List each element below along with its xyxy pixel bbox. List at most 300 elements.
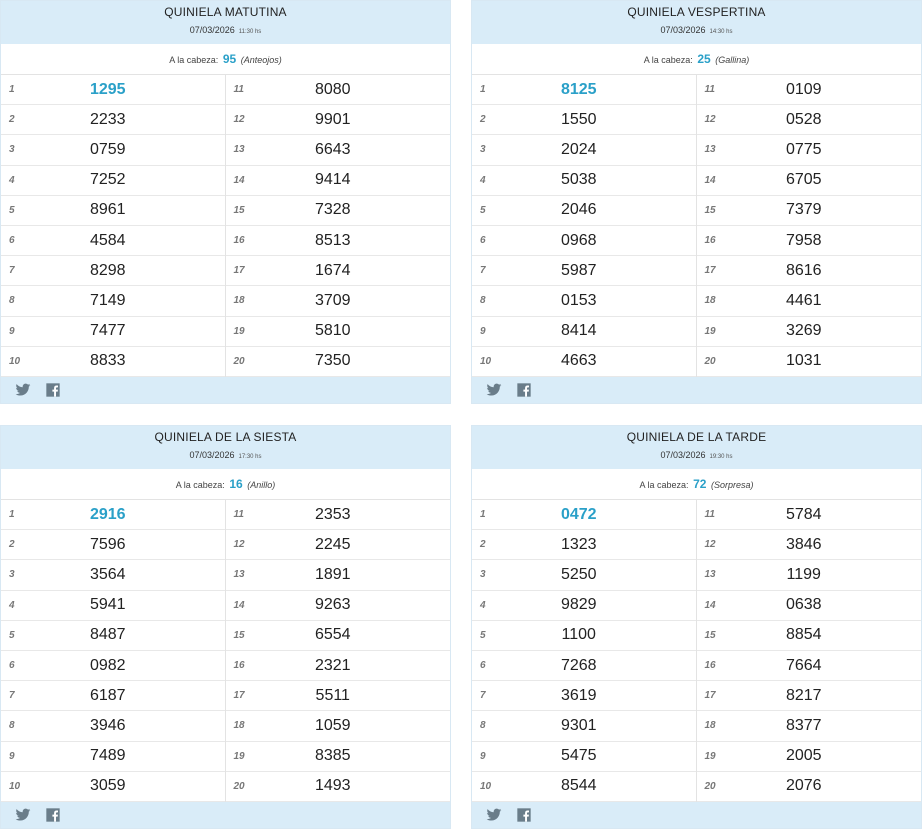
position-number: 19 (233, 750, 245, 762)
result-row (472, 500, 696, 530)
position-number: 6 (480, 235, 486, 247)
result-number: 0109 (785, 80, 822, 98)
result-row (472, 75, 696, 105)
position-number: 6 (9, 235, 15, 247)
position-number: 15 (233, 629, 245, 641)
results-grid (1, 75, 450, 377)
card-header (1, 426, 450, 469)
result-row (1, 681, 225, 711)
result-number: 3846 (785, 535, 822, 553)
results-column-left (1, 500, 226, 802)
cabeza-label: A la cabeza: (175, 480, 225, 490)
result-row (1, 286, 225, 316)
result-row (226, 711, 451, 741)
position-number: 12 (233, 114, 245, 126)
result-row (697, 651, 922, 681)
result-number: 8961 (89, 201, 126, 219)
result-row (226, 105, 451, 135)
result-number: 3564 (89, 565, 126, 583)
position-number: 3 (480, 144, 486, 156)
twitter-icon[interactable] (486, 382, 502, 398)
position-number: 13 (704, 569, 716, 581)
result-row (472, 772, 696, 802)
results-grid (1, 500, 450, 802)
result-row (697, 166, 922, 196)
result-row (226, 256, 451, 286)
result-number: 8487 (89, 626, 126, 644)
position-number: 3 (9, 569, 15, 581)
cabeza-number: 25 (697, 52, 711, 66)
result-row (1, 226, 225, 256)
result-row (697, 317, 922, 347)
cabeza-meaning: (Gallina) (715, 55, 750, 65)
result-row (472, 742, 696, 772)
results-column-right (697, 75, 922, 377)
result-row (1, 530, 225, 560)
result-row (472, 226, 696, 256)
result-number: 9301 (560, 716, 597, 734)
position-number: 6 (9, 660, 15, 672)
card-title: QUINIELA DE LA SIESTA (154, 430, 297, 444)
position-number: 5 (9, 629, 15, 641)
result-number: 7149 (89, 291, 126, 309)
result-number: 3946 (89, 716, 126, 734)
position-number: 15 (233, 204, 245, 216)
position-number: 10 (9, 355, 21, 367)
result-number: 8833 (89, 352, 126, 370)
result-number: 4663 (560, 352, 597, 370)
result-number: 1100 (561, 626, 596, 644)
result-row (472, 347, 696, 377)
draw-date: 07/03/2026 (189, 450, 235, 460)
result-row (226, 196, 451, 226)
card-title: QUINIELA MATUTINA (164, 5, 287, 19)
share-bar (1, 802, 450, 828)
draw-time: 19:30 hs (709, 454, 733, 460)
result-number: 8377 (785, 716, 822, 734)
position-number: 17 (233, 690, 245, 702)
cabeza-line (1, 44, 450, 75)
position-number: 8 (9, 720, 15, 732)
result-number: 7664 (785, 656, 822, 674)
position-number: 16 (233, 235, 245, 247)
result-row (226, 317, 451, 347)
result-row (226, 166, 451, 196)
result-number: 5250 (560, 565, 597, 583)
result-number: 1059 (314, 716, 351, 734)
result-number: 1493 (314, 777, 351, 795)
position-number: 16 (704, 660, 716, 672)
quiniela-card (0, 0, 451, 404)
head-number: 8125 (560, 80, 597, 98)
position-number: 8 (9, 295, 15, 307)
result-row (697, 742, 922, 772)
quiniela-card (471, 0, 922, 404)
result-number: 2321 (314, 656, 351, 674)
results-column-right (697, 500, 922, 802)
share-bar (472, 377, 921, 403)
result-row (472, 317, 696, 347)
cabeza-meaning: (Anteojos) (240, 55, 282, 65)
position-number: 1 (480, 84, 486, 96)
position-number: 11 (233, 509, 244, 521)
result-row (1, 347, 225, 377)
position-number: 10 (480, 780, 492, 792)
result-number: 3269 (785, 322, 822, 340)
result-row (697, 347, 922, 377)
result-row (226, 591, 451, 621)
draw-date-line (1, 25, 450, 35)
result-number: 9829 (560, 596, 597, 614)
result-number: 6554 (314, 626, 351, 644)
card-title: QUINIELA VESPERTINA (627, 5, 766, 19)
position-number: 17 (704, 690, 716, 702)
facebook-icon[interactable] (45, 382, 61, 398)
position-number: 13 (233, 144, 245, 156)
results-column-left (472, 500, 697, 802)
facebook-icon[interactable] (516, 382, 532, 398)
result-row (1, 651, 225, 681)
result-number: 8854 (785, 626, 822, 644)
position-number: 18 (704, 720, 716, 732)
result-number: 0982 (89, 656, 126, 674)
draw-time: 11:30 hs (238, 29, 262, 35)
result-number: 4461 (785, 291, 822, 309)
result-row (226, 75, 451, 105)
result-number: 2024 (560, 140, 597, 158)
position-number: 11 (233, 84, 244, 96)
result-number: 3709 (314, 291, 351, 309)
position-number: 11 (704, 84, 715, 96)
result-row (472, 560, 696, 590)
results-grid (472, 500, 921, 802)
share-bar (1, 377, 450, 403)
position-number: 15 (704, 204, 716, 216)
position-number: 7 (9, 265, 15, 277)
result-number: 0775 (785, 140, 822, 158)
result-number: 8298 (89, 261, 126, 279)
twitter-icon[interactable] (15, 382, 31, 398)
position-number: 20 (233, 780, 245, 792)
facebook-icon[interactable] (516, 807, 532, 823)
position-number: 4 (9, 599, 15, 611)
card-title: QUINIELA DE LA TARDE (626, 430, 767, 444)
results-grid (472, 75, 921, 377)
result-number: 7379 (785, 201, 822, 219)
result-number: 8414 (560, 322, 597, 340)
position-number: 1 (480, 509, 486, 521)
result-row (472, 105, 696, 135)
result-row (697, 226, 922, 256)
result-number: 0638 (785, 596, 822, 614)
position-number: 12 (704, 114, 716, 126)
result-number: 8217 (785, 686, 822, 704)
quiniela-card (0, 425, 451, 829)
cabeza-meaning: (Anillo) (247, 480, 276, 490)
cabeza-number: 95 (222, 52, 237, 66)
position-number: 5 (480, 204, 486, 216)
position-number: 14 (233, 174, 245, 186)
result-row (1, 560, 225, 590)
position-number: 10 (480, 355, 492, 367)
cabeza-label: A la cabeza: (643, 55, 693, 65)
result-number: 4584 (89, 231, 126, 249)
result-row (472, 711, 696, 741)
position-number: 9 (480, 325, 486, 337)
result-number: 8080 (314, 80, 351, 98)
position-number: 2 (9, 539, 15, 551)
result-number: 5987 (560, 261, 597, 279)
result-number: 8513 (314, 231, 351, 249)
result-row (1, 166, 225, 196)
result-number: 8544 (560, 777, 597, 795)
result-row (697, 681, 922, 711)
draw-time: 17:30 hs (238, 454, 262, 460)
result-row (1, 196, 225, 226)
result-number: 8385 (314, 747, 351, 765)
position-number: 18 (233, 295, 245, 307)
result-row (1, 742, 225, 772)
result-number: 0528 (785, 110, 822, 128)
cabeza-label: A la cabeza: (639, 480, 689, 490)
draw-date: 07/03/2026 (660, 25, 706, 35)
result-number: 3059 (89, 777, 126, 795)
result-number: 6187 (89, 686, 126, 704)
result-row (472, 135, 696, 165)
cabeza-line (472, 469, 921, 500)
result-number: 7252 (89, 171, 126, 189)
facebook-icon[interactable] (45, 807, 61, 823)
position-number: 4 (480, 174, 486, 186)
draw-date: 07/03/2026 (660, 450, 706, 460)
result-row (1, 591, 225, 621)
result-number: 7328 (314, 201, 351, 219)
result-row (697, 286, 922, 316)
position-number: 11 (704, 509, 715, 521)
result-row (472, 196, 696, 226)
result-row (1, 75, 225, 105)
result-number: 1550 (560, 110, 597, 128)
results-column-right (226, 500, 451, 802)
result-row (1, 105, 225, 135)
position-number: 18 (704, 295, 716, 307)
draw-date: 07/03/2026 (189, 25, 235, 35)
result-row (226, 500, 451, 530)
twitter-icon[interactable] (15, 807, 31, 823)
position-number: 19 (704, 750, 716, 762)
result-number: 8616 (785, 261, 822, 279)
position-number: 2 (9, 114, 15, 126)
draw-time: 14:30 hs (709, 29, 733, 35)
position-number: 7 (480, 690, 486, 702)
result-row (697, 560, 922, 590)
share-bar (472, 802, 921, 828)
result-row (1, 711, 225, 741)
cabeza-meaning: (Sorpresa) (710, 480, 754, 490)
cabeza-line (472, 44, 921, 75)
result-number: 5810 (314, 322, 351, 340)
result-row (226, 226, 451, 256)
result-number: 1031 (785, 352, 822, 370)
result-number: 5038 (560, 171, 597, 189)
result-row (472, 286, 696, 316)
position-number: 2 (480, 114, 486, 126)
result-number: 1674 (314, 261, 351, 279)
result-number: 7958 (785, 231, 822, 249)
position-number: 12 (233, 539, 245, 551)
position-number: 18 (233, 720, 245, 732)
result-row (226, 651, 451, 681)
result-number: 6643 (314, 140, 351, 158)
position-number: 19 (233, 325, 245, 337)
position-number: 20 (704, 355, 716, 367)
position-number: 5 (480, 629, 486, 641)
position-number: 4 (480, 599, 486, 611)
result-number: 0968 (560, 231, 597, 249)
position-number: 3 (480, 569, 486, 581)
result-number: 1199 (786, 565, 821, 583)
result-row (226, 135, 451, 165)
cabeza-number: 16 (229, 477, 243, 491)
position-number: 14 (233, 599, 245, 611)
card-header (472, 1, 921, 44)
cabeza-line (1, 469, 450, 500)
result-number: 7268 (560, 656, 597, 674)
position-number: 12 (704, 539, 716, 551)
result-row (697, 621, 922, 651)
quiniela-card (471, 425, 922, 829)
result-number: 5941 (89, 596, 126, 614)
result-row (697, 75, 922, 105)
position-number: 15 (704, 629, 716, 641)
result-number: 7350 (314, 352, 351, 370)
position-number: 2 (480, 539, 486, 551)
result-number: 0153 (560, 291, 597, 309)
result-row (697, 500, 922, 530)
position-number: 9 (9, 325, 15, 337)
result-row (697, 196, 922, 226)
result-number: 9414 (314, 171, 351, 189)
result-row (226, 286, 451, 316)
position-number: 9 (9, 750, 15, 762)
cabeza-number: 72 (693, 477, 707, 491)
result-number: 2046 (560, 201, 597, 219)
position-number: 6 (480, 660, 486, 672)
position-number: 19 (704, 325, 716, 337)
cabeza-label: A la cabeza: (169, 55, 219, 65)
results-column-left (1, 75, 226, 377)
result-number: 2076 (785, 777, 822, 795)
result-row (472, 530, 696, 560)
result-row (697, 772, 922, 802)
position-number: 5 (9, 204, 15, 216)
result-row (472, 651, 696, 681)
result-row (226, 681, 451, 711)
result-number: 9263 (314, 596, 351, 614)
result-row (697, 530, 922, 560)
draw-date-line (472, 25, 921, 35)
result-number: 7489 (89, 747, 126, 765)
result-row (1, 772, 225, 802)
result-number: 1891 (314, 565, 351, 583)
result-row (1, 621, 225, 651)
result-row (697, 256, 922, 286)
head-number: 2916 (89, 505, 126, 523)
position-number: 17 (233, 265, 245, 277)
head-number: 1295 (89, 80, 126, 98)
result-row (226, 560, 451, 590)
result-row (1, 500, 225, 530)
position-number: 1 (9, 509, 15, 521)
position-number: 8 (480, 295, 486, 307)
result-number: 0759 (89, 140, 126, 158)
result-number: 1323 (560, 535, 597, 553)
head-number: 0472 (560, 505, 597, 523)
result-row (226, 347, 451, 377)
position-number: 1 (9, 84, 15, 96)
results-column-right (226, 75, 451, 377)
result-row (472, 681, 696, 711)
position-number: 9 (480, 750, 486, 762)
result-row (472, 591, 696, 621)
position-number: 16 (704, 235, 716, 247)
position-number: 13 (233, 569, 245, 581)
position-number: 16 (233, 660, 245, 672)
position-number: 3 (9, 144, 15, 156)
position-number: 17 (704, 265, 716, 277)
position-number: 14 (704, 599, 716, 611)
position-number: 20 (704, 780, 716, 792)
result-row (1, 135, 225, 165)
results-column-left (472, 75, 697, 377)
result-row (226, 621, 451, 651)
result-row (472, 621, 696, 651)
result-number: 6705 (785, 171, 822, 189)
position-number: 7 (480, 265, 486, 277)
result-number: 5511 (315, 686, 350, 704)
result-number: 3619 (560, 686, 597, 704)
result-row (1, 317, 225, 347)
position-number: 4 (9, 174, 15, 186)
result-number: 2233 (89, 110, 126, 128)
position-number: 8 (480, 720, 486, 732)
result-row (697, 105, 922, 135)
result-number: 2353 (314, 505, 351, 523)
result-row (226, 530, 451, 560)
result-number: 7596 (89, 535, 126, 553)
result-number: 2245 (314, 535, 351, 553)
result-row (472, 256, 696, 286)
card-header (472, 426, 921, 469)
result-number: 5475 (560, 747, 597, 765)
draw-date-line (1, 450, 450, 460)
card-header (1, 1, 450, 44)
twitter-icon[interactable] (486, 807, 502, 823)
position-number: 14 (704, 174, 716, 186)
position-number: 10 (9, 780, 21, 792)
result-number: 2005 (785, 747, 822, 765)
position-number: 7 (9, 690, 15, 702)
result-number: 7477 (89, 322, 126, 340)
result-row (1, 256, 225, 286)
result-row (226, 772, 451, 802)
result-number: 5784 (785, 505, 822, 523)
result-row (697, 591, 922, 621)
result-row (697, 135, 922, 165)
result-row (226, 742, 451, 772)
position-number: 20 (233, 355, 245, 367)
result-row (697, 711, 922, 741)
